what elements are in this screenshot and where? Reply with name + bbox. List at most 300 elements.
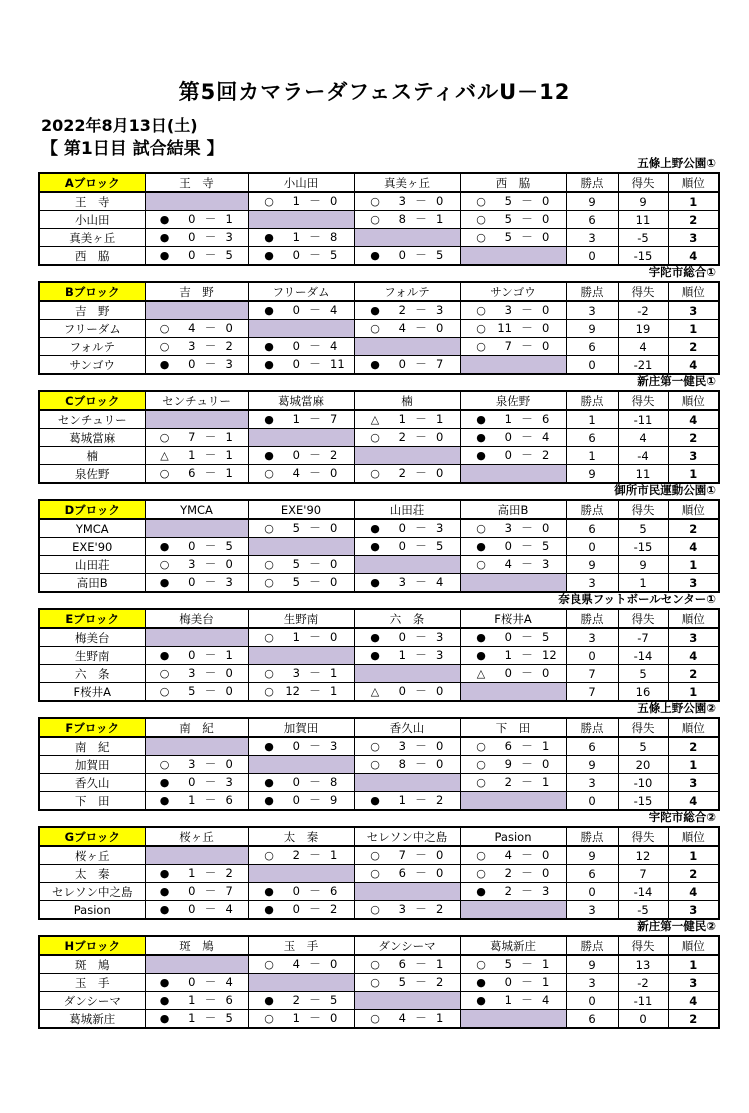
score-dash: － xyxy=(309,848,321,862)
goals-for: 6 xyxy=(398,957,406,971)
column-team-name: センチュリー xyxy=(145,391,248,410)
goals-for: 0 xyxy=(398,684,406,698)
goals-against: 1 xyxy=(436,1011,444,1025)
goals-against: 2 xyxy=(436,975,444,989)
column-team-name: 高田B xyxy=(460,500,566,519)
goals-against: 0 xyxy=(542,339,550,353)
column-team-name: 西 脇 xyxy=(460,173,566,192)
goals-against: 7 xyxy=(330,412,338,426)
block-f xyxy=(38,700,718,809)
match-score xyxy=(145,647,248,665)
result-mark: ○ xyxy=(264,631,274,644)
venue-label: 新庄第一健民② xyxy=(637,919,716,933)
self-match-cell xyxy=(460,683,566,702)
rank-value: 3 xyxy=(668,301,719,320)
header-points: 勝点 xyxy=(566,609,618,628)
header-row xyxy=(39,827,719,846)
column-team-name: フリーダム xyxy=(248,282,354,301)
rank-value: 1 xyxy=(668,192,719,211)
result-mark: ● xyxy=(159,903,170,916)
result-mark: ○ xyxy=(264,958,274,971)
row-team-name: 西 脇 xyxy=(39,247,145,266)
match-score xyxy=(145,974,248,992)
result-mark: ● xyxy=(476,431,486,444)
results-table xyxy=(38,499,720,593)
goals-against: 2 xyxy=(542,448,550,462)
points-value: 6 xyxy=(566,338,618,356)
goals-for: 0 xyxy=(292,884,300,898)
goals-against: 3 xyxy=(225,575,233,589)
goals-for: 0 xyxy=(188,648,196,662)
score-dash: － xyxy=(309,448,321,462)
goal-diff-value: 4 xyxy=(618,429,668,447)
result-mark: ● xyxy=(370,540,380,553)
match-score xyxy=(354,429,460,447)
row-team-name: 葛城新庄 xyxy=(39,1010,145,1029)
score-dash: － xyxy=(521,194,533,208)
score-dash: － xyxy=(309,684,321,698)
results-table xyxy=(38,608,720,702)
self-match-cell xyxy=(354,665,460,683)
goal-diff-value: 16 xyxy=(618,683,668,702)
match-score xyxy=(248,737,354,756)
match-score xyxy=(145,211,248,229)
goal-diff-value: -11 xyxy=(618,410,668,429)
result-mark: ● xyxy=(264,903,274,916)
score-dash: － xyxy=(309,339,321,353)
score-dash: － xyxy=(204,430,217,444)
team-row xyxy=(39,865,719,883)
self-match-cell xyxy=(145,301,248,320)
goals-against: 1 xyxy=(436,957,444,971)
goals-against: 4 xyxy=(330,303,338,317)
score-dash: － xyxy=(204,1011,217,1025)
match-score xyxy=(460,301,566,320)
goals-for: 6 xyxy=(504,739,512,753)
points-value: 0 xyxy=(566,992,618,1010)
header-row xyxy=(39,609,719,628)
header-diff: 得失 xyxy=(618,500,668,519)
rank-value: 3 xyxy=(668,774,719,792)
row-team-name: サンゴウ xyxy=(39,356,145,375)
result-mark: ○ xyxy=(264,558,274,571)
goals-against: 1 xyxy=(225,430,233,444)
score-dash: － xyxy=(521,321,533,335)
self-match-cell xyxy=(248,865,354,883)
team-row xyxy=(39,955,719,974)
match-score xyxy=(354,410,460,429)
goals-for: 1 xyxy=(504,993,512,1007)
match-score xyxy=(460,647,566,665)
column-team-name: 王 寺 xyxy=(145,173,248,192)
goals-for: 0 xyxy=(504,430,512,444)
goals-for: 4 xyxy=(292,957,300,971)
column-team-name: 山田荘 xyxy=(354,500,460,519)
goal-diff-value: 11 xyxy=(618,211,668,229)
match-score xyxy=(460,756,566,774)
goals-for: 0 xyxy=(398,521,406,535)
column-team-name: 太 秦 xyxy=(248,827,354,846)
goals-for: 1 xyxy=(188,793,196,807)
match-score xyxy=(145,465,248,484)
goal-diff-value: -15 xyxy=(618,538,668,556)
result-mark: ○ xyxy=(159,558,170,571)
column-team-name: 小山田 xyxy=(248,173,354,192)
score-dash: － xyxy=(521,630,533,644)
rank-value: 3 xyxy=(668,229,719,247)
team-row xyxy=(39,1010,719,1029)
result-mark: ○ xyxy=(370,467,380,480)
row-team-name: 真美ヶ丘 xyxy=(39,229,145,247)
goals-against: 0 xyxy=(436,194,444,208)
result-mark: ● xyxy=(476,885,486,898)
match-score xyxy=(354,247,460,266)
points-value: 6 xyxy=(566,429,618,447)
goals-against: 2 xyxy=(330,448,338,462)
goals-against: 4 xyxy=(436,575,444,589)
goals-for: 0 xyxy=(292,448,300,462)
goals-against: 2 xyxy=(436,902,444,916)
goal-diff-value: 5 xyxy=(618,519,668,538)
goals-against: 3 xyxy=(225,357,233,371)
goals-against: 1 xyxy=(436,412,444,426)
match-score xyxy=(248,447,354,465)
header-points: 勝点 xyxy=(566,936,618,955)
goals-against: 1 xyxy=(542,739,550,753)
goals-against: 0 xyxy=(436,466,444,480)
goals-against: 0 xyxy=(436,757,444,771)
result-mark: ○ xyxy=(476,322,486,335)
rank-value: 2 xyxy=(668,1010,719,1029)
goals-against: 6 xyxy=(542,412,550,426)
rank-value: 1 xyxy=(668,955,719,974)
goals-for: 0 xyxy=(504,448,512,462)
header-rank: 順位 xyxy=(668,827,719,846)
goals-for: 2 xyxy=(398,466,406,480)
team-row xyxy=(39,465,719,484)
match-score xyxy=(248,883,354,901)
goals-for: 3 xyxy=(504,303,512,317)
score-dash: － xyxy=(309,793,321,807)
goals-against: 0 xyxy=(542,230,550,244)
rank-value: 4 xyxy=(668,410,719,429)
goals-against: 0 xyxy=(330,466,338,480)
column-team-name: 加賀田 xyxy=(248,718,354,737)
result-mark: ○ xyxy=(476,304,486,317)
team-row xyxy=(39,538,719,556)
match-score xyxy=(354,628,460,647)
result-mark: ○ xyxy=(370,213,380,226)
goals-for: 0 xyxy=(292,303,300,317)
goals-for: 2 xyxy=(292,848,300,862)
team-row xyxy=(39,556,719,574)
column-team-name: 香久山 xyxy=(354,718,460,737)
match-score xyxy=(460,883,566,901)
score-dash: － xyxy=(521,212,533,226)
column-team-name: 梅美台 xyxy=(145,609,248,628)
score-dash: － xyxy=(204,230,217,244)
goals-for: 7 xyxy=(398,848,406,862)
match-score xyxy=(248,574,354,593)
result-mark: ○ xyxy=(370,849,380,862)
team-row xyxy=(39,229,719,247)
goals-against: 1 xyxy=(225,466,233,480)
goals-against: 0 xyxy=(436,848,444,862)
goals-against: 1 xyxy=(225,648,233,662)
points-value: 3 xyxy=(566,974,618,992)
match-score xyxy=(354,1010,460,1029)
goals-against: 1 xyxy=(330,666,338,680)
goals-against: 7 xyxy=(436,357,444,371)
score-dash: － xyxy=(521,539,533,553)
goals-for: 5 xyxy=(504,212,512,226)
team-row xyxy=(39,901,719,920)
score-dash: － xyxy=(415,866,427,880)
team-row xyxy=(39,211,719,229)
goals-against: 6 xyxy=(225,993,233,1007)
result-mark: ○ xyxy=(476,740,486,753)
goal-diff-value: -2 xyxy=(618,974,668,992)
self-match-cell xyxy=(354,774,460,792)
team-row xyxy=(39,683,719,702)
goals-against: 1 xyxy=(330,848,338,862)
goals-against: 0 xyxy=(542,848,550,862)
column-team-name: YMCA xyxy=(145,500,248,519)
goals-against: 0 xyxy=(225,757,233,771)
self-match-cell xyxy=(460,1010,566,1029)
points-value: 9 xyxy=(566,192,618,211)
goals-for: 7 xyxy=(504,339,512,353)
match-score xyxy=(145,338,248,356)
match-score xyxy=(460,538,566,556)
score-dash: － xyxy=(415,1011,427,1025)
points-value: 9 xyxy=(566,556,618,574)
team-row xyxy=(39,356,719,375)
column-team-name: 真美ヶ丘 xyxy=(354,173,460,192)
result-mark: ○ xyxy=(159,467,170,480)
block-d xyxy=(38,482,718,591)
self-match-cell xyxy=(354,883,460,901)
self-match-cell xyxy=(248,320,354,338)
goals-against: 1 xyxy=(542,975,550,989)
score-dash: － xyxy=(309,630,321,644)
score-dash: － xyxy=(415,902,427,916)
points-value: 1 xyxy=(566,410,618,429)
score-dash: － xyxy=(415,466,427,480)
score-dash: － xyxy=(415,357,427,371)
rank-value: 4 xyxy=(668,792,719,811)
result-mark: ○ xyxy=(370,431,380,444)
event-date: 2022年8月13日(土) xyxy=(41,116,198,135)
column-team-name: EXE'90 xyxy=(248,500,354,519)
score-dash: － xyxy=(204,357,217,371)
score-dash: － xyxy=(204,648,217,662)
self-match-cell xyxy=(460,247,566,266)
goals-for: 0 xyxy=(398,539,406,553)
score-dash: － xyxy=(204,466,217,480)
goals-for: 0 xyxy=(188,975,196,989)
goal-diff-value: 12 xyxy=(618,846,668,865)
result-mark: ○ xyxy=(370,976,380,989)
result-mark: ○ xyxy=(159,667,170,680)
match-score xyxy=(354,974,460,992)
match-score xyxy=(145,756,248,774)
match-score xyxy=(460,955,566,974)
team-row xyxy=(39,192,719,211)
results-table xyxy=(38,826,720,920)
goals-against: 0 xyxy=(542,666,550,680)
result-mark: ● xyxy=(159,794,170,807)
goals-for: 0 xyxy=(398,248,406,262)
results-table xyxy=(38,281,720,375)
header-rank: 順位 xyxy=(668,936,719,955)
score-dash: － xyxy=(415,212,427,226)
goal-diff-value: 4 xyxy=(618,338,668,356)
goals-against: 0 xyxy=(330,575,338,589)
match-score xyxy=(145,665,248,683)
match-score xyxy=(248,465,354,484)
points-value: 9 xyxy=(566,955,618,974)
block-b xyxy=(38,264,718,373)
goals-against: 0 xyxy=(225,666,233,680)
team-row xyxy=(39,883,719,901)
goals-for: 3 xyxy=(292,666,300,680)
score-dash: － xyxy=(204,557,217,571)
row-team-name: YMCA xyxy=(39,519,145,538)
team-row xyxy=(39,519,719,538)
team-row xyxy=(39,992,719,1010)
goals-against: 3 xyxy=(225,775,233,789)
match-score xyxy=(460,429,566,447)
team-row xyxy=(39,974,719,992)
goals-against: 4 xyxy=(542,993,550,1007)
column-team-name: 南 紀 xyxy=(145,718,248,737)
match-score xyxy=(145,247,248,266)
result-mark: ○ xyxy=(476,758,486,771)
match-score xyxy=(248,665,354,683)
self-match-cell xyxy=(460,356,566,375)
match-score xyxy=(145,429,248,447)
goals-for: 5 xyxy=(504,230,512,244)
header-points: 勝点 xyxy=(566,173,618,192)
score-dash: － xyxy=(521,666,533,680)
goals-against: 12 xyxy=(542,648,557,662)
score-dash: － xyxy=(521,412,533,426)
result-mark: △ xyxy=(160,449,169,462)
match-score xyxy=(354,865,460,883)
result-mark: ○ xyxy=(370,195,380,208)
match-score xyxy=(354,683,460,702)
goals-for: 4 xyxy=(504,557,512,571)
goals-for: 0 xyxy=(292,902,300,916)
goals-against: 2 xyxy=(225,866,233,880)
row-team-name: 香久山 xyxy=(39,774,145,792)
header-rank: 順位 xyxy=(668,500,719,519)
team-row xyxy=(39,301,719,320)
score-dash: － xyxy=(204,775,217,789)
goal-diff-value: -4 xyxy=(618,447,668,465)
result-mark: ○ xyxy=(476,776,486,789)
match-score xyxy=(354,574,460,593)
rank-value: 4 xyxy=(668,883,719,901)
match-score xyxy=(145,574,248,593)
result-mark: ● xyxy=(264,885,274,898)
goals-for: 0 xyxy=(504,666,512,680)
team-row xyxy=(39,247,719,266)
match-score xyxy=(145,683,248,702)
match-score xyxy=(460,229,566,247)
goals-for: 0 xyxy=(188,775,196,789)
score-dash: － xyxy=(415,648,427,662)
match-score xyxy=(248,519,354,538)
score-dash: － xyxy=(415,430,427,444)
match-score xyxy=(145,883,248,901)
result-mark: ○ xyxy=(264,849,274,862)
score-dash: － xyxy=(415,521,427,535)
goals-against: 6 xyxy=(225,793,233,807)
result-mark: ● xyxy=(264,249,274,262)
match-score xyxy=(354,465,460,484)
result-mark: ● xyxy=(370,249,380,262)
team-row xyxy=(39,410,719,429)
goals-for: 8 xyxy=(398,212,406,226)
goals-against: 8 xyxy=(330,230,338,244)
match-score xyxy=(354,320,460,338)
score-dash: － xyxy=(309,230,321,244)
result-mark: ● xyxy=(370,358,380,371)
score-dash: － xyxy=(309,557,321,571)
block-a xyxy=(38,155,718,264)
result-mark: ● xyxy=(159,213,170,226)
venue-label: 宇陀市総合① xyxy=(648,265,716,279)
rank-value: 4 xyxy=(668,992,719,1010)
goals-against: 3 xyxy=(436,521,444,535)
goals-against: 5 xyxy=(542,539,550,553)
goals-against: 5 xyxy=(330,993,338,1007)
result-mark: ○ xyxy=(370,740,380,753)
result-mark: ● xyxy=(264,340,274,353)
match-score xyxy=(248,774,354,792)
rank-value: 3 xyxy=(668,574,719,593)
match-score xyxy=(145,538,248,556)
points-value: 3 xyxy=(566,901,618,920)
goals-against: 3 xyxy=(225,230,233,244)
match-score xyxy=(460,410,566,429)
match-score xyxy=(145,792,248,811)
match-score xyxy=(354,211,460,229)
match-score xyxy=(145,356,248,375)
score-dash: － xyxy=(309,521,321,535)
goals-for: 0 xyxy=(398,357,406,371)
goals-for: 3 xyxy=(188,557,196,571)
row-team-name: 泉佐野 xyxy=(39,465,145,484)
match-score xyxy=(460,320,566,338)
result-mark: ● xyxy=(370,631,380,644)
block-name: Aブロック xyxy=(39,173,145,192)
column-team-name: 桜ヶ丘 xyxy=(145,827,248,846)
goals-against: 2 xyxy=(330,902,338,916)
goals-for: 11 xyxy=(497,321,512,335)
score-dash: － xyxy=(415,757,427,771)
score-dash: － xyxy=(309,303,321,317)
score-dash: － xyxy=(309,575,321,589)
match-score xyxy=(145,320,248,338)
goals-against: 0 xyxy=(542,866,550,880)
goals-for: 3 xyxy=(398,575,406,589)
goals-for: 1 xyxy=(398,412,406,426)
header-points: 勝点 xyxy=(566,500,618,519)
points-value: 0 xyxy=(566,356,618,375)
